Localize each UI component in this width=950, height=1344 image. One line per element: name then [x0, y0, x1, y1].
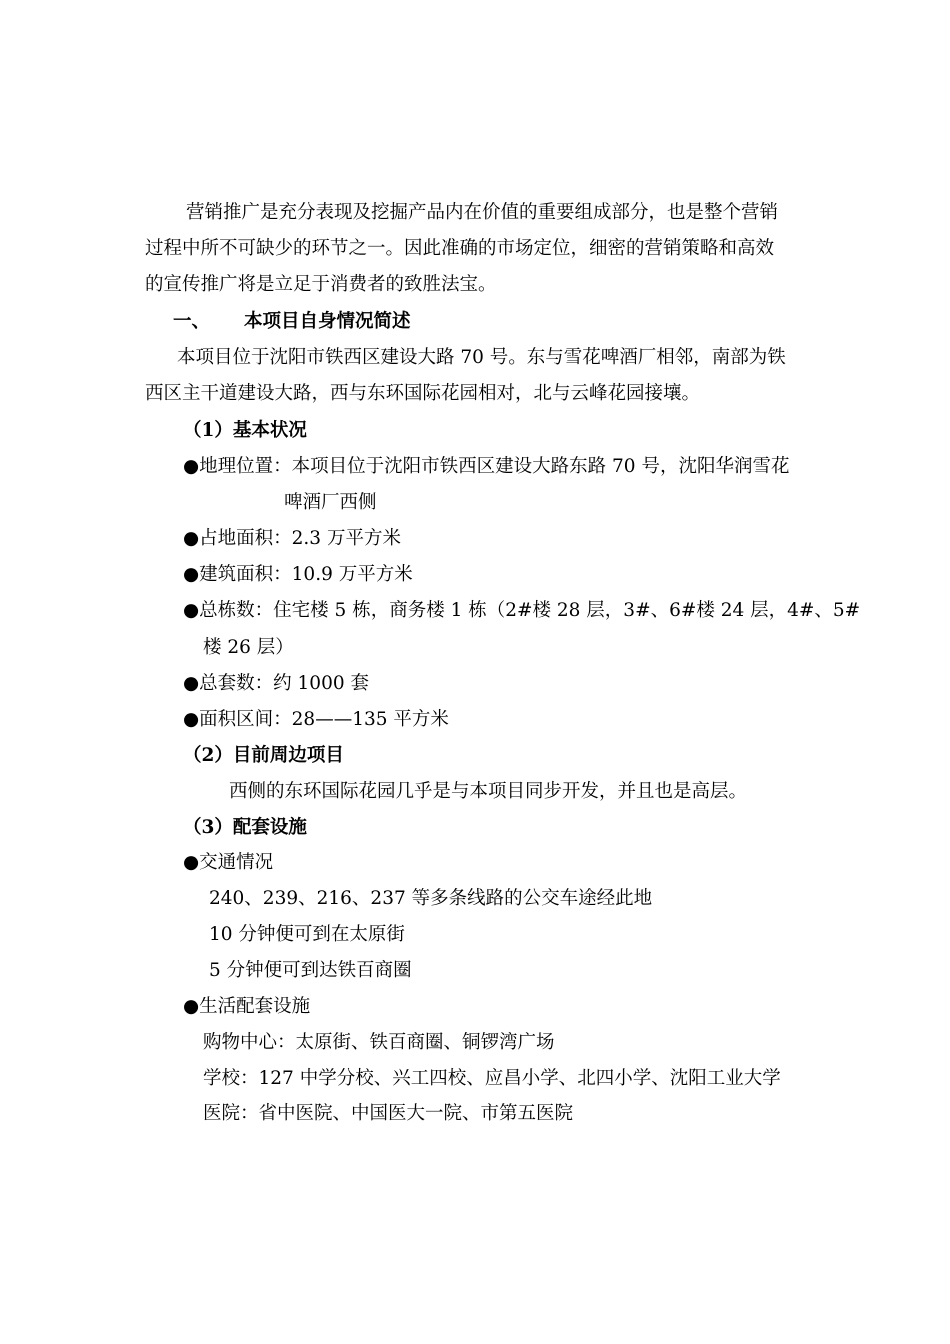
living-item: 医院：省中医院、中国医大一院、市第五医院: [203, 1103, 574, 1124]
bullet-buildings: [183, 599, 860, 623]
intro-line-2: 过程中所不可缺少的环节之一。因此准确的市场定位，细密的营销策略和高效: [145, 238, 775, 259]
location-text: 地理位置：本项目位于沈阳市铁西区建设大路东路 70 号，沈阳华润雪花: [199, 456, 790, 477]
traffic-item: 5 分钟便可到达铁百商圈: [209, 960, 412, 981]
bullet-size-range: [183, 708, 449, 732]
bullet-units: [183, 672, 369, 696]
bullet-icon: ●: [183, 709, 200, 730]
bullet-land-area: [183, 527, 401, 551]
intro-line-1: 营销推广是充分表现及挖掘产品内在价值的重要组成部分，也是整个营销: [186, 202, 779, 223]
living-item: 购物中心：太原街、铁百商圈、铜锣湾广场: [203, 1032, 555, 1053]
buildings-text: 总栋数：住宅楼 5 栋，商务楼 1 栋（2#楼 28 层，3#、6#楼 24 层，4#、5#: [199, 600, 861, 621]
section1-para-line-2: 西区主干道建设大路，西与东环国际花园相对，北与云峰花园接壤。: [145, 383, 701, 404]
bullet-icon: ●: [183, 600, 200, 621]
size-range-text: 面积区间：28——135 平方米: [199, 709, 449, 730]
surrounding-text: 西侧的东环国际花园几乎是与本项目同步开发，并且也是高层。: [229, 781, 748, 802]
units-text: 总套数：约 1000 套: [199, 673, 369, 694]
living-title: 生活配套设施: [199, 996, 311, 1017]
bullet-living: [183, 995, 310, 1019]
traffic-item: 240、239、216、237 等多条线路的公交车途经此地: [209, 888, 653, 909]
buildings-line-2: 楼 26 层）: [203, 637, 294, 658]
living-item: 学校：127 中学分校、兴工四校、应昌小学、北四小学、沈阳工业大学: [203, 1068, 781, 1089]
bullet-icon: ●: [183, 996, 200, 1017]
traffic-title: 交通情况: [199, 852, 274, 873]
bullet-icon: ●: [183, 456, 200, 477]
section1-title: 本项目自身情况简述: [244, 311, 411, 332]
bullet-floor-area: [183, 563, 413, 587]
bullet-icon: ●: [183, 528, 200, 549]
intro-line-3: 的宣传推广将是立足于消费者的致胜法宝。: [145, 274, 497, 295]
surrounding-heading: （2）目前周边项目: [183, 745, 344, 766]
floor-area-text: 建筑面积：10.9 万平方米: [199, 564, 413, 585]
bullet-icon: ●: [183, 852, 200, 873]
bullet-traffic: [183, 851, 273, 875]
bullet-icon: ●: [183, 673, 200, 694]
location-line-2: 啤酒厂西侧: [284, 492, 377, 513]
bullet-location: [183, 455, 789, 479]
facilities-heading: （3）配套设施: [183, 817, 307, 838]
traffic-item: 10 分钟便可到在太原街: [209, 924, 405, 945]
section1-para-line-1: 本项目位于沈阳市铁西区建设大路 70 号。东与雪花啤酒厂相邻，南部为铁: [177, 347, 786, 368]
section1-number: 一、: [173, 311, 211, 332]
land-area-text: 占地面积：2.3 万平方米: [199, 528, 401, 549]
basic-heading: （1）基本状况: [183, 420, 307, 441]
bullet-icon: ●: [183, 564, 200, 585]
